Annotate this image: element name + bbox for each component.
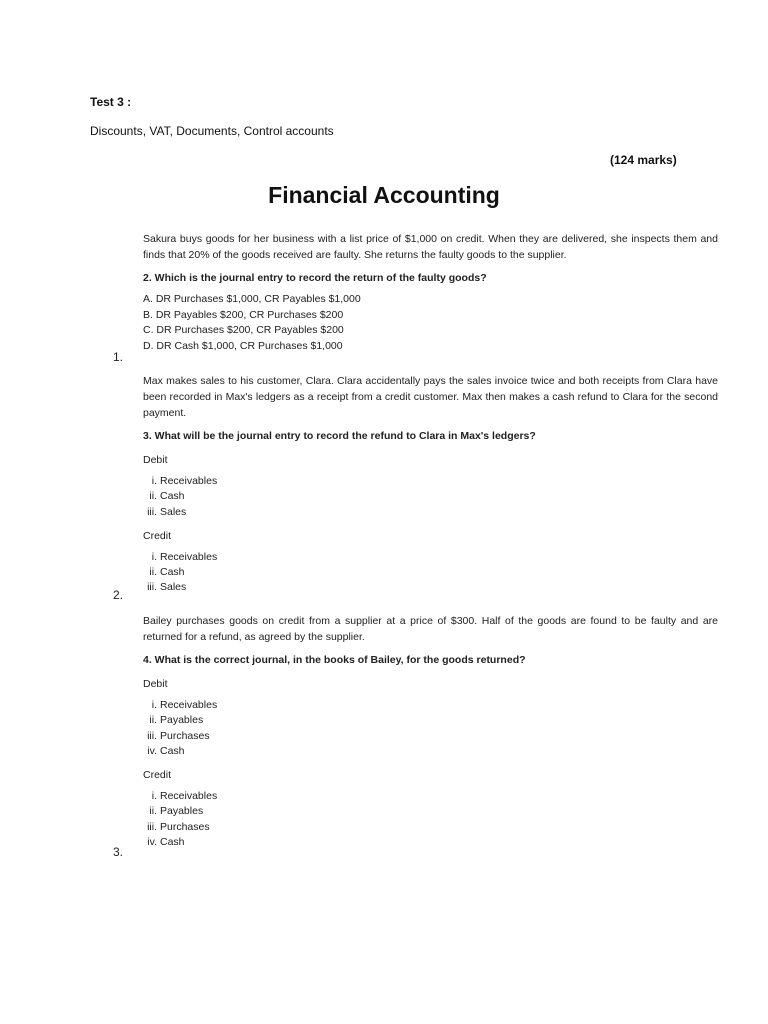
- item-text: Receivables: [160, 475, 218, 487]
- debit-list: [143, 698, 718, 759]
- item-text: Purchases: [160, 729, 210, 742]
- item-text: Payables: [160, 805, 204, 818]
- question-block-3: [143, 613, 718, 850]
- item-numeral: iii.: [147, 581, 157, 594]
- list-item: [143, 580, 718, 595]
- item-numeral: ii.: [149, 566, 157, 579]
- list-item: [143, 729, 718, 744]
- answer-options: [143, 292, 718, 354]
- question-text: 3. What will be the journal entry to record the refund to Clara in Max's ledgers?: [143, 430, 536, 442]
- item-text: Receivables: [160, 790, 218, 803]
- item-numeral: ii.: [149, 714, 157, 727]
- item-numeral: ii.: [149, 805, 157, 818]
- item-numeral: ii.: [149, 490, 157, 503]
- credit-label: Credit: [143, 769, 172, 782]
- credit-list: [143, 789, 718, 850]
- item-text: Purchases: [160, 820, 210, 833]
- test-label: Test 3 :: [90, 95, 132, 109]
- item-text: Cash: [160, 744, 185, 757]
- option-d: D. DR Cash $1,000, CR Purchases $1,000: [143, 339, 343, 352]
- list-item: [143, 550, 718, 565]
- question-text: 2. Which is the journal entry to record the return of the faulty goods?: [143, 272, 487, 284]
- item-numeral: iv.: [147, 836, 157, 849]
- item-text: Cash: [160, 490, 185, 503]
- item-numeral: i.: [151, 790, 157, 803]
- item-numeral: i.: [151, 550, 157, 563]
- item-text: Sales: [160, 505, 187, 518]
- item-numeral: iii.: [147, 505, 157, 518]
- list-item: [143, 835, 718, 850]
- item-text: Sales: [160, 581, 187, 594]
- list-item: [143, 744, 718, 759]
- item-numeral: i.: [151, 475, 157, 487]
- question-block-1: [143, 231, 718, 354]
- item-numeral: i.: [151, 699, 157, 711]
- list-item: [143, 713, 718, 728]
- option-b: B. DR Payables $200, CR Purchases $200: [143, 308, 344, 321]
- list-item: [143, 804, 718, 819]
- option-a: A. DR Purchases $1,000, CR Payables $1,000: [143, 293, 361, 305]
- item-text: Payables: [160, 714, 204, 727]
- list-number-3: 3.: [113, 845, 124, 859]
- item-text: Cash: [160, 566, 185, 579]
- debit-label: Debit: [143, 454, 168, 466]
- debit-label: Debit: [143, 678, 168, 690]
- list-item: [143, 565, 718, 580]
- document-title: Financial Accounting: [268, 182, 500, 208]
- question-block-2: [143, 373, 718, 596]
- topics-subtitle: Discounts, VAT, Documents, Control accounts: [90, 124, 334, 138]
- list-number-2: 2.: [113, 588, 124, 602]
- list-item: [143, 505, 718, 520]
- option-c: C. DR Purchases $200, CR Payables $200: [143, 324, 344, 337]
- list-item: [143, 698, 718, 713]
- question-intro: Bailey purchases goods on credit from a supplier at a price of $300. Half of the goods are found to be faulty and are returned for a refund, as agreed by the supplier.: [143, 615, 718, 643]
- question-intro: Sakura buys goods for her business with a list price of $1,000 on credit. When they are delivered, she inspects them and finds that 20% of the goods received are faulty. She returns the faulty goods to the supplier.: [143, 233, 718, 261]
- list-item: [143, 474, 718, 489]
- list-item: [143, 489, 718, 504]
- item-text: Receivables: [160, 550, 218, 563]
- item-numeral: iii.: [147, 820, 157, 833]
- item-numeral: iv.: [147, 744, 157, 757]
- list-item: [143, 820, 718, 835]
- item-text: Cash: [160, 836, 185, 849]
- total-marks: (124 marks): [610, 153, 677, 167]
- debit-list: [143, 474, 718, 520]
- item-text: Receivables: [160, 699, 218, 711]
- question-intro: Max makes sales to his customer, Clara. Clara accidentally pays the sales invoice twice and both receipts from Clara have been recorded in Max's ledgers as a receipt from a credit customer. Max then makes a cash refund to Clara for the second payment.: [143, 375, 718, 419]
- question-text: 4. What is the correct journal, in the books of Bailey, for the goods returned?: [143, 654, 526, 666]
- credit-list: [143, 550, 718, 596]
- item-numeral: iii.: [147, 729, 157, 742]
- list-item: [143, 789, 718, 804]
- list-number-1: 1.: [113, 350, 124, 364]
- credit-label: Credit: [143, 529, 172, 542]
